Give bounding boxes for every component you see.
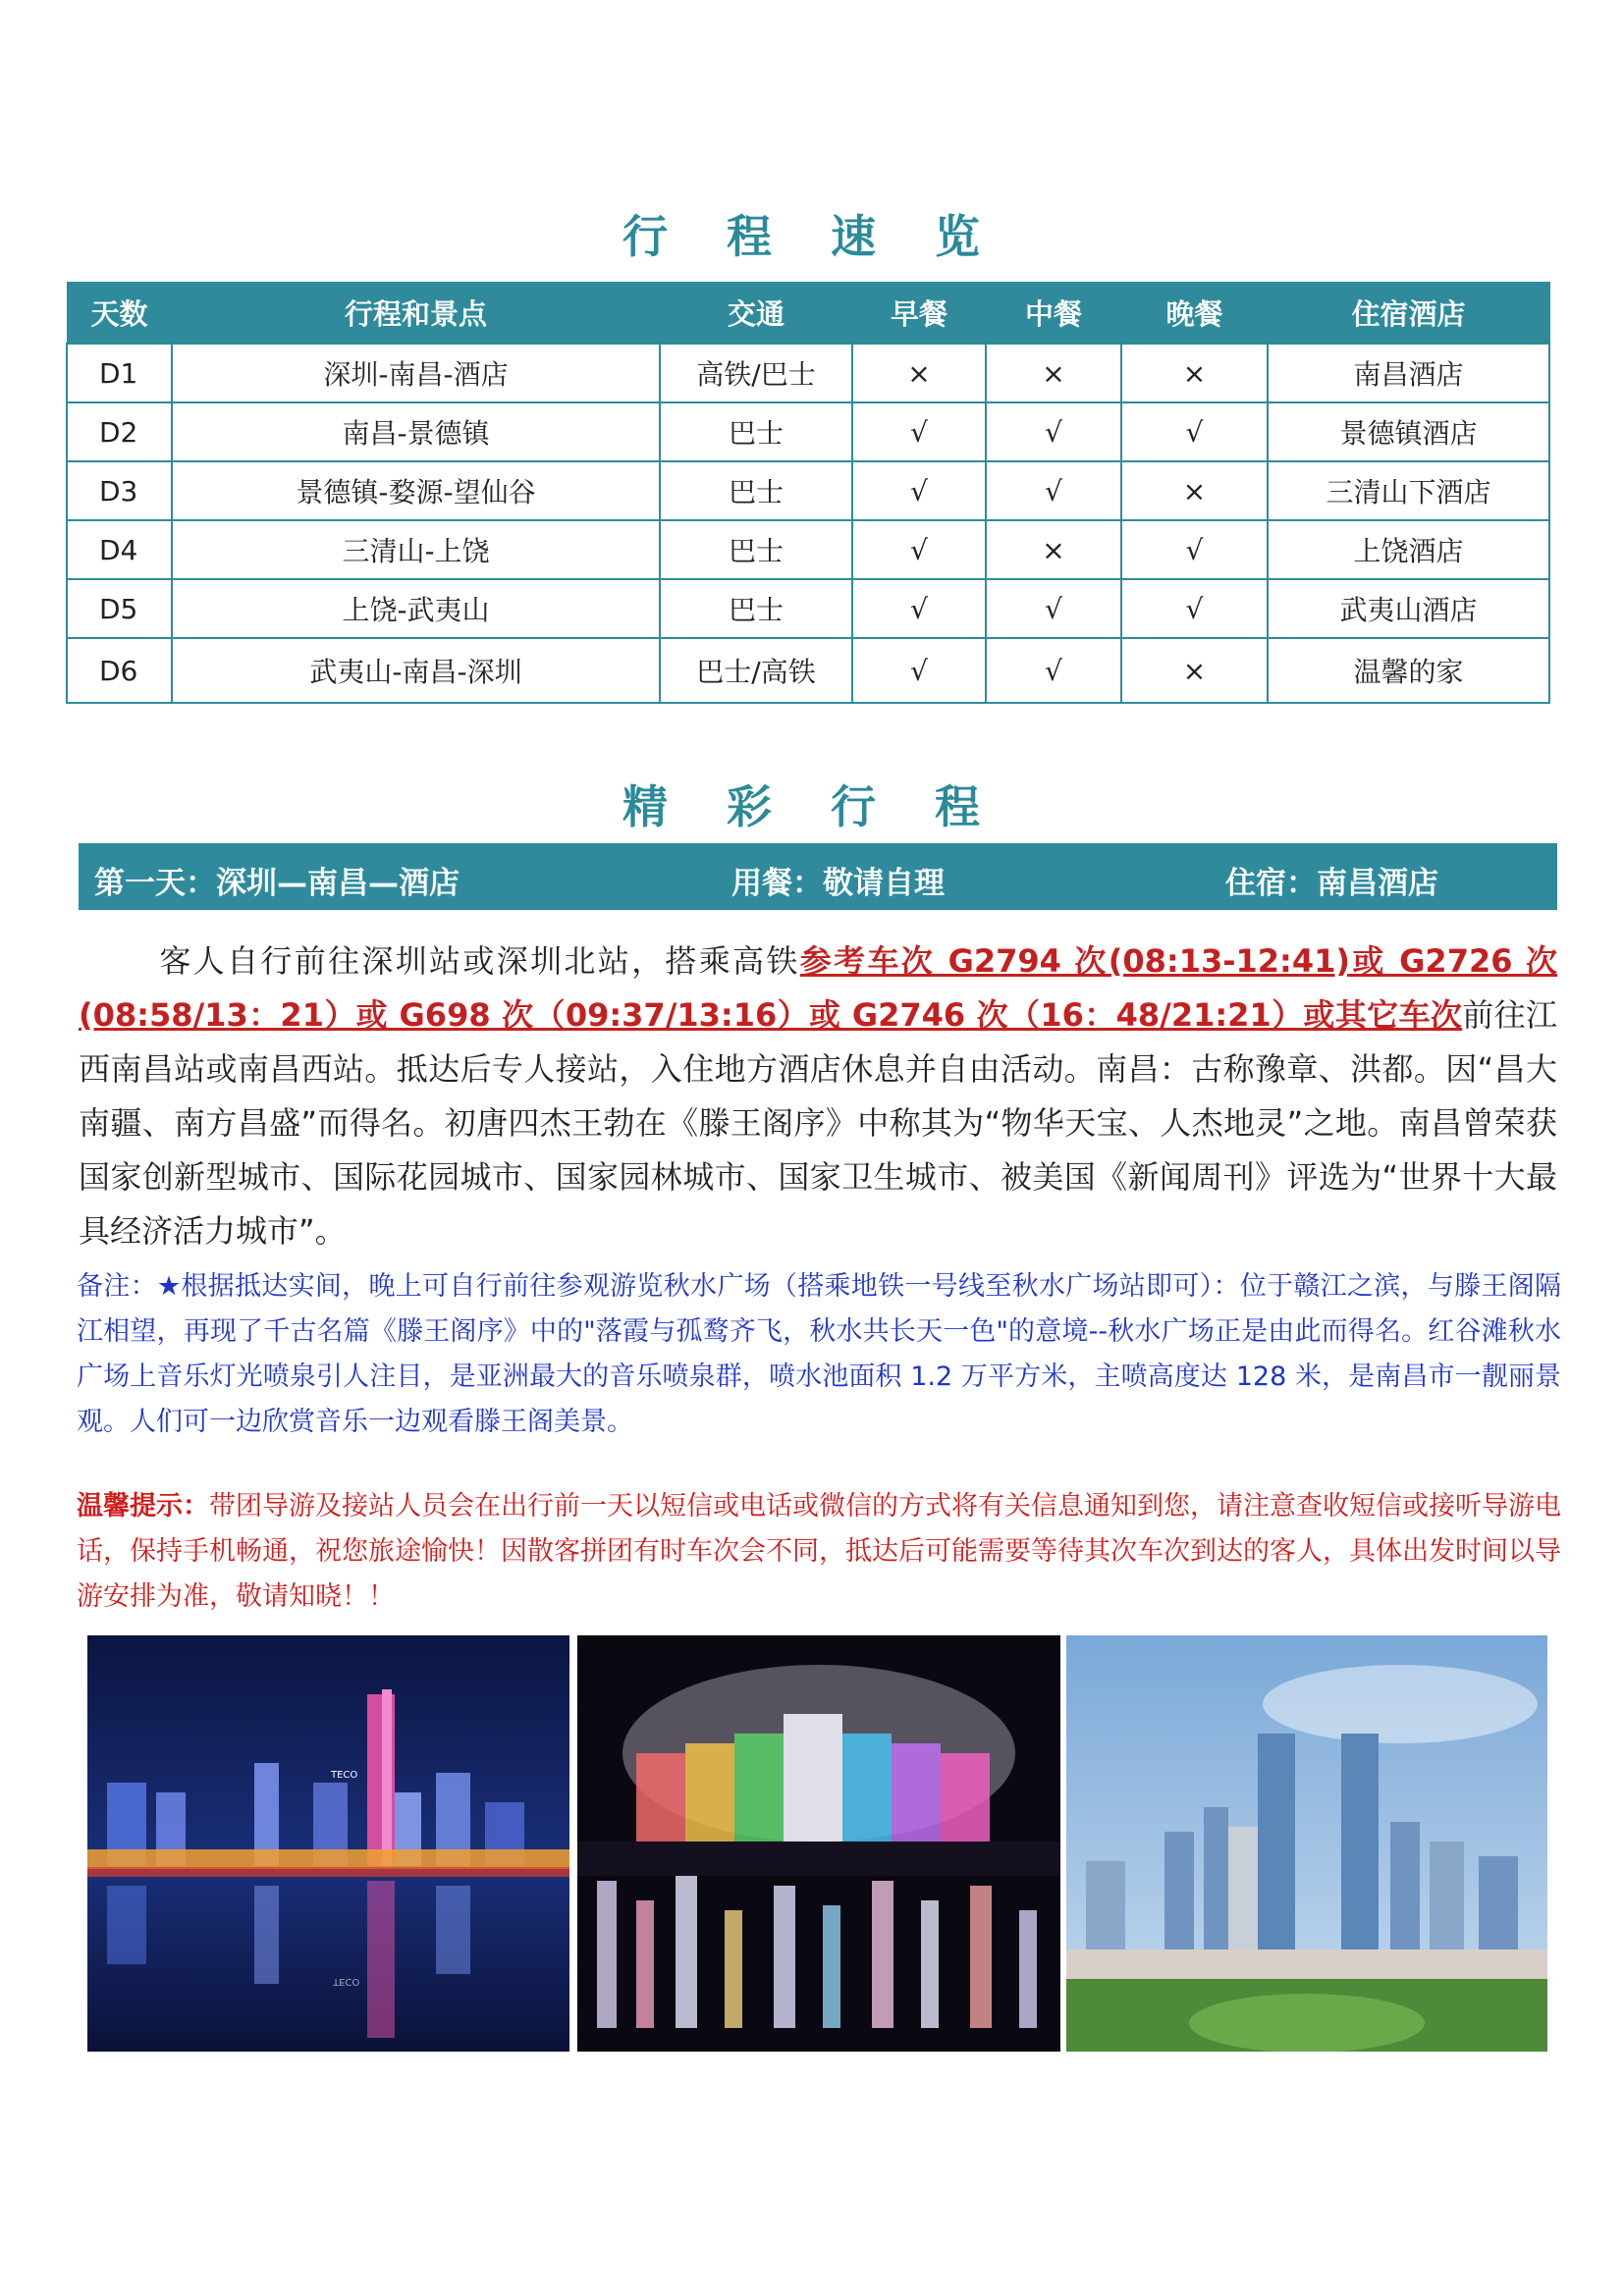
day1-desc-intro: 客人自行前往深圳站或深圳北站，搭乘高铁: [157, 942, 800, 980]
overview-title: 行 程 速 览: [622, 210, 1002, 263]
cell-transport: 巴士/高铁: [660, 638, 852, 703]
cell-breakfast: √: [852, 638, 986, 703]
cell-day: D5: [67, 579, 172, 638]
table-row: [67, 638, 1549, 703]
table-row: [67, 344, 1549, 402]
cell-lunch: √: [986, 638, 1121, 703]
cell-breakfast: √: [852, 520, 986, 579]
day1-header-bar: [79, 843, 1557, 910]
warm-tip: [77, 1484, 1561, 1620]
header-lunch: 中餐: [986, 282, 1121, 344]
day1-meal: 用餐：敬请自理: [731, 866, 945, 901]
cell-lunch: √: [986, 461, 1121, 520]
cell-hotel: 三清山下酒店: [1268, 461, 1549, 520]
cell-transport: 巴士: [660, 579, 852, 638]
header-route: 行程和景点: [172, 282, 660, 344]
header-day: 天数: [67, 282, 172, 344]
cell-hotel: 南昌酒店: [1268, 344, 1549, 402]
table-header-row: [67, 282, 1549, 344]
cell-day: D3: [67, 461, 172, 520]
photo-sign-text: TECO: [331, 1770, 358, 1781]
table-row: [67, 461, 1549, 520]
warm-tip-label: 温馨提示：: [77, 1491, 209, 1522]
table-row: [67, 579, 1549, 638]
cell-lunch: √: [986, 402, 1121, 461]
cell-dinner: ×: [1121, 638, 1268, 703]
cell-day: D4: [67, 520, 172, 579]
cell-lunch: ×: [986, 520, 1121, 579]
header-hotel: 住宿酒店: [1268, 282, 1549, 344]
day1-title: 第一天：深圳—南昌—酒店: [94, 866, 460, 901]
cell-dinner: ×: [1121, 461, 1268, 520]
cell-route: 三清山-上饶: [172, 520, 660, 579]
cell-day: D1: [67, 344, 172, 402]
cell-lunch: √: [986, 579, 1121, 638]
cell-day: D6: [67, 638, 172, 703]
train-schedule: 参考车次 G2794 次(08:13-12:41)或 G2726 次(08:58/13：21）或 G698 次（09:37/13:16）或 G2746 次（16：48/21:21）或其它车次: [79, 942, 1557, 1034]
itinerary-overview-table: [66, 282, 1550, 704]
cell-breakfast: ×: [852, 344, 986, 402]
photo-night-skyline: [87, 1635, 569, 2052]
header-breakfast: 早餐: [852, 282, 986, 344]
photo-sign-reflection: TECO: [333, 1976, 360, 1987]
header-transport: 交通: [660, 282, 852, 344]
cell-route: 南昌-景德镇: [172, 402, 660, 461]
cell-transport: 高铁/巴士: [660, 344, 852, 402]
cell-hotel: 景德镇酒店: [1268, 402, 1549, 461]
cell-breakfast: √: [852, 461, 986, 520]
day1-note: 备注：★根据抵达实间，晚上可自行前往参观游览秋水广场（搭乘地铁一号线至秋水广场站即可）：位于赣江之滨，与滕王阁隔江相望，再现了千古名篇《滕王阁序》中的"落霞与孤鹜齐飞，秋水共长天一色"的意境--秋水广场正是由此而得名。红谷滩秋水广场上音乐灯光喷泉引人注目，是亚洲最大的音乐喷泉群，喷水池面积 1.2 万平方米，主喷高度达 128 米，是南昌市一靓丽景观。人们可一边欣赏音乐一边观看滕王阁美景。: [77, 1271, 1561, 1437]
warm-tip-text: 带团导游及接站人员会在出行前一天以短信或电话或微信的方式将有关信息通知到您，请注意查收短信或接听导游电话，保持手机畅通，祝您旅途愉快！因散客拼团有时车次会不同，抵达后可能需要等待其次车次到达的客人，具体出发时间以导游安排为准，敬请知晓！！: [77, 1491, 1561, 1612]
cell-route: 深圳-南昌-酒店: [172, 344, 660, 402]
cell-hotel: 上饶酒店: [1268, 520, 1549, 579]
header-dinner: 晚餐: [1121, 282, 1268, 344]
cell-day: D2: [67, 402, 172, 461]
table-row: [67, 520, 1549, 579]
cell-dinner: ×: [1121, 344, 1268, 402]
cell-dinner: √: [1121, 520, 1268, 579]
cell-transport: 巴士: [660, 520, 852, 579]
photo-twin-towers: [1066, 1635, 1547, 2052]
cell-route: 武夷山-南昌-深圳: [172, 638, 660, 703]
cell-breakfast: √: [852, 579, 986, 638]
cell-hotel: 武夷山酒店: [1268, 579, 1549, 638]
cell-lunch: ×: [986, 344, 1121, 402]
photo-music-fountain: [577, 1635, 1060, 2052]
cell-hotel: 温馨的家: [1268, 638, 1549, 703]
day1-description: [79, 934, 1557, 1258]
cell-breakfast: √: [852, 402, 986, 461]
day1-desc-body: 前往江西南昌站或南昌西站。抵达后专人接站，入住地方酒店休息并自由活动。南昌：古称豫章、洪都。因“昌大南疆、南方昌盛”而得名。初唐四杰王勃在《滕王阁序》中称其为“物华天宝、人杰地灵”之地。南昌曾荣获国家创新型城市、国际花园城市、国家园林城市、国家卫生城市、被美国《新闻周刊》评选为“世界十大最具经济活力城市”。: [79, 996, 1557, 1250]
itinerary-title: 精 彩 行 程: [622, 780, 1002, 833]
cell-dinner: √: [1121, 579, 1268, 638]
cell-transport: 巴士: [660, 461, 852, 520]
cell-route: 上饶-武夷山: [172, 579, 660, 638]
cell-transport: 巴士: [660, 402, 852, 461]
day1-hotel: 住宿：南昌酒店: [1225, 866, 1438, 901]
table-row: [67, 402, 1549, 461]
cell-route: 景德镇-婺源-望仙谷: [172, 461, 660, 520]
cell-dinner: √: [1121, 402, 1268, 461]
